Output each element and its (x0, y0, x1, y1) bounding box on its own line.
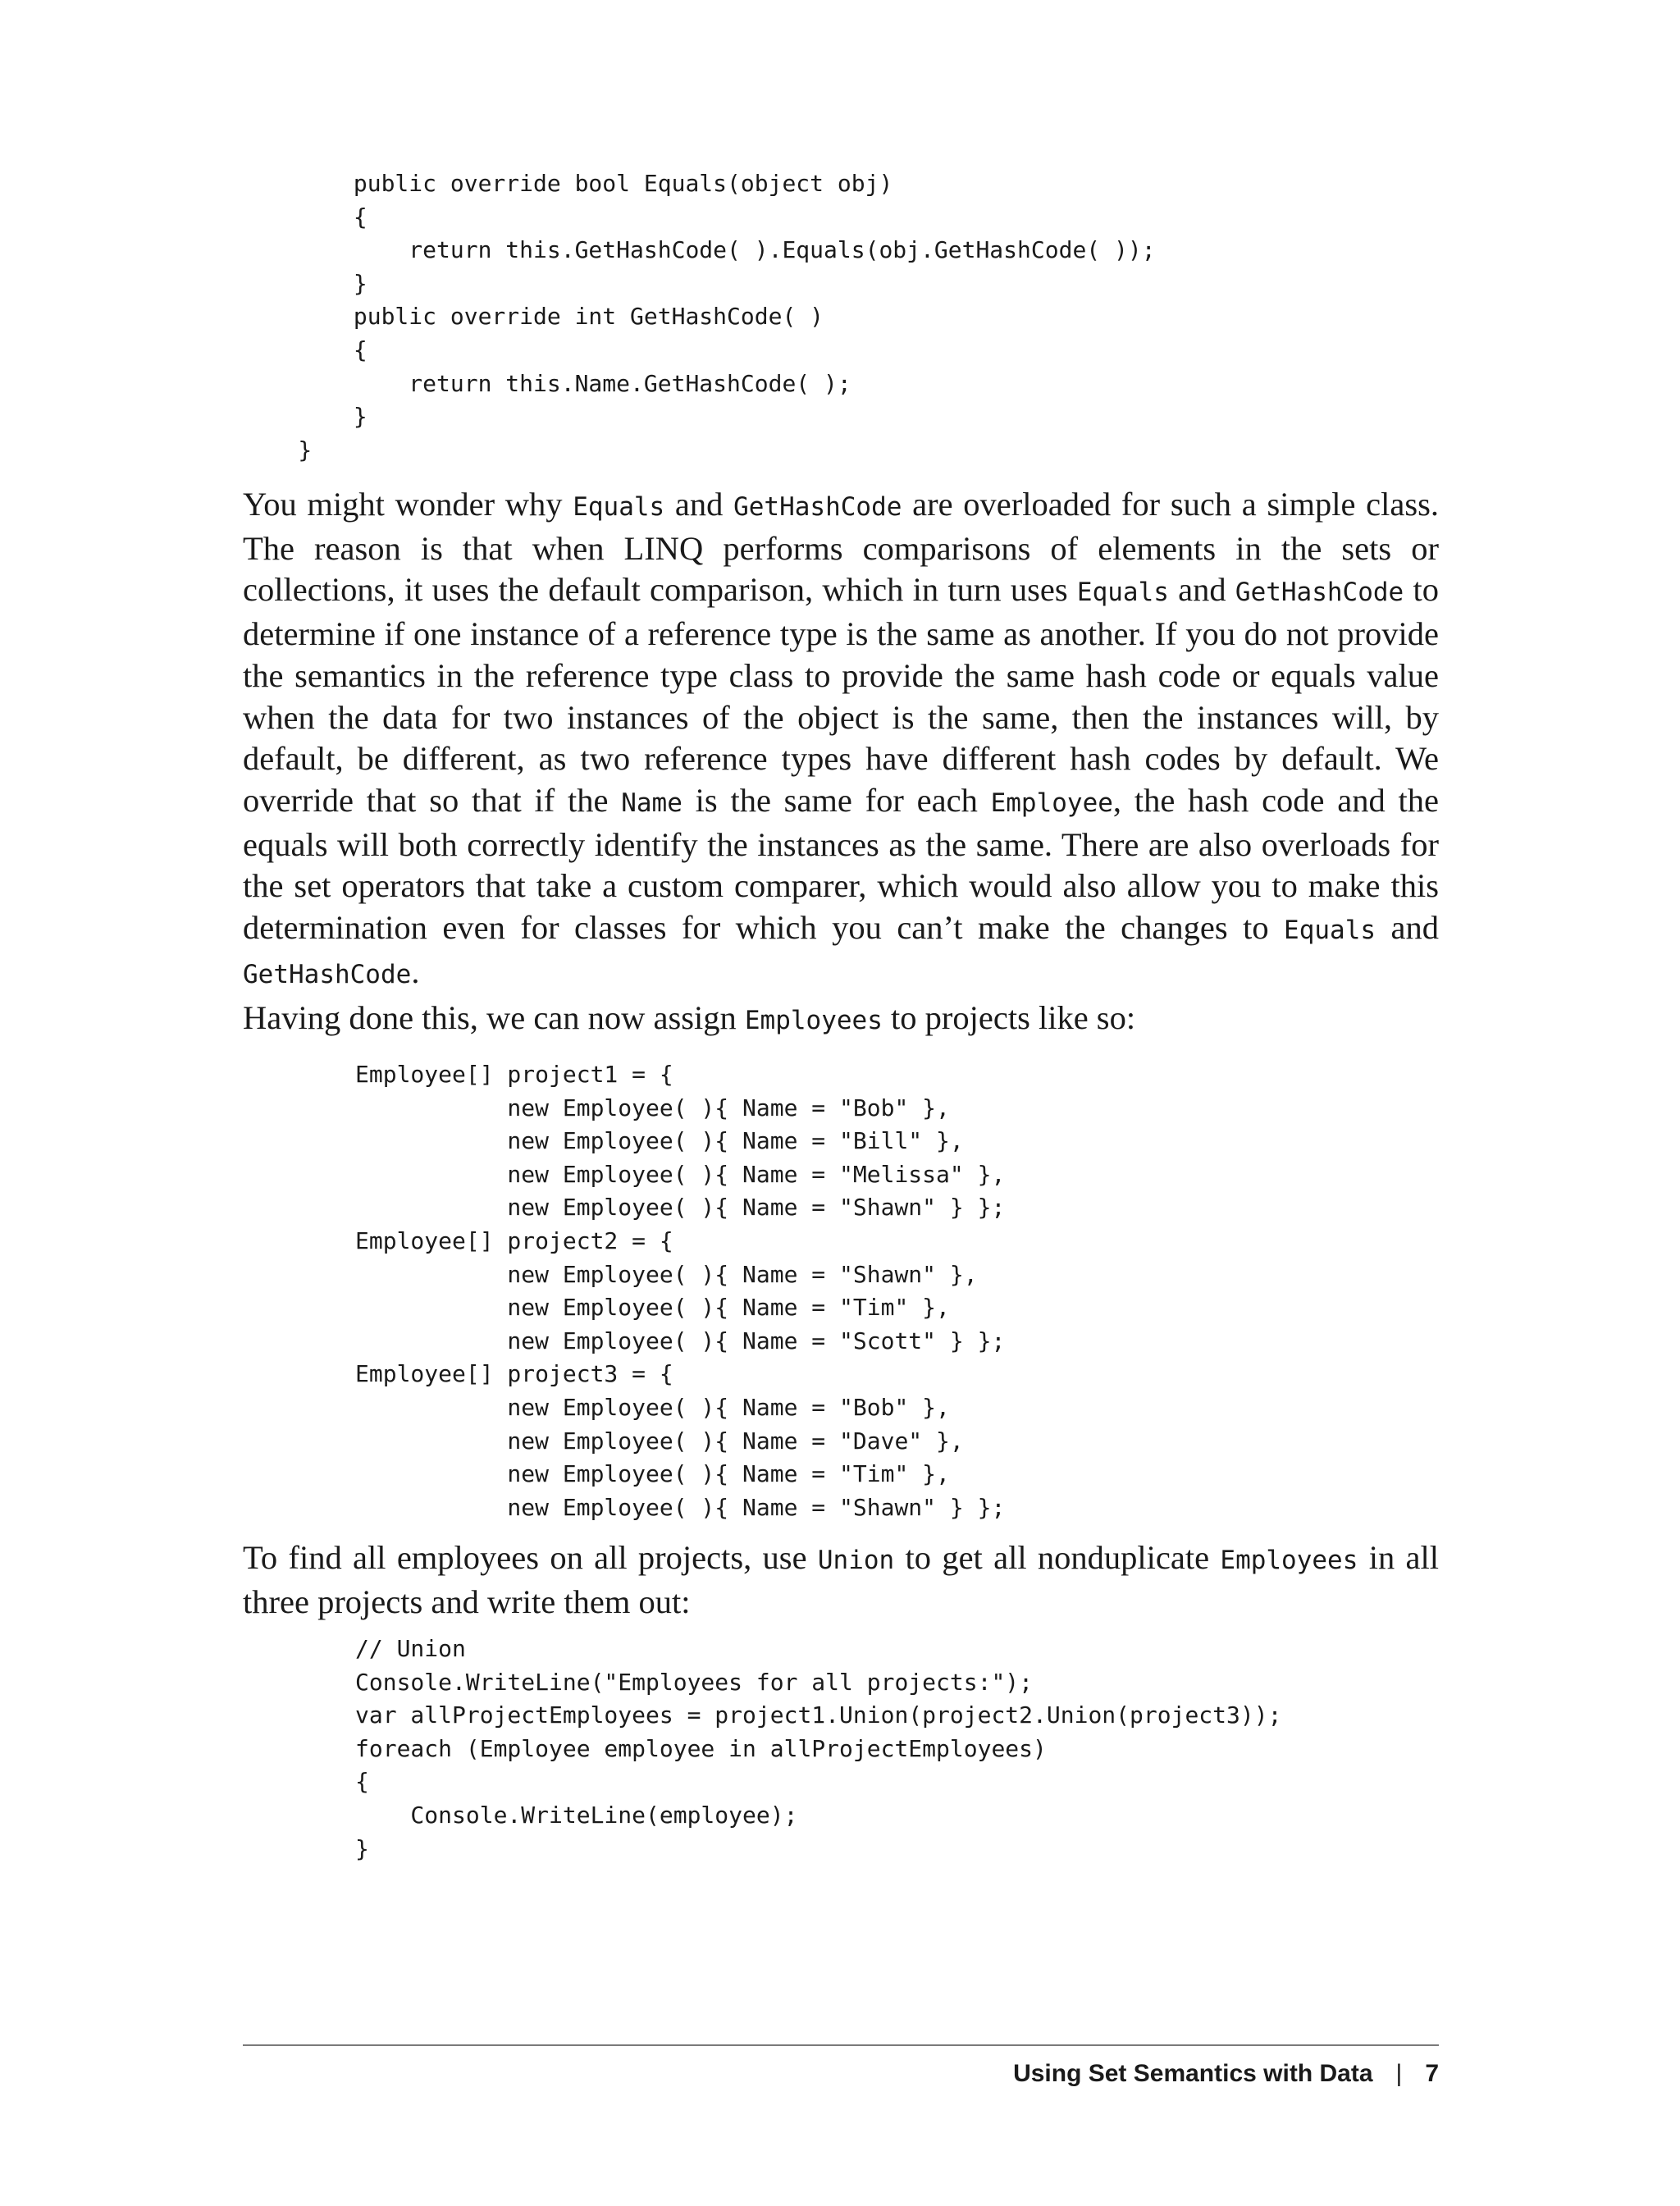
text-run: to projects like so: (882, 999, 1136, 1036)
text-run: to determine if one instance of a reference type is the same as another. If you do not provide the semantics in the reference type class to provide the same hash code or equals value when the data for two instances of the object is the same, then the instances will, by default, be different, as two reference types have different hash codes by default. We override that so that if the (243, 571, 1439, 819)
text-run: is the same for each (682, 781, 991, 819)
inline-code: Equals (573, 492, 665, 522)
inline-code: Name (621, 788, 682, 818)
paragraph-assign-employees (243, 998, 1439, 1042)
text-run: , the hash code and the equals will both correctly identify the instances as the same. There are also overloads for the set operators that take a custom comparer, which would also allow you to make this determination even for classes for which you can’t make the changes to (243, 781, 1440, 947)
inline-code: GetHashCode (243, 959, 412, 989)
inline-code: Employee (990, 788, 1113, 818)
text-run: to get all nonduplicate (894, 1539, 1221, 1576)
text-run: are overloaded for such a simple class. The reason is that when LINQ performs comparisons of elements in the sets or collections, it uses the default comparison, which in turn uses (243, 486, 1439, 609)
paragraph-overload-explanation (243, 484, 1439, 995)
text-run: You might wonder why (243, 486, 573, 523)
inline-code: GetHashCode (733, 492, 902, 522)
code-block-project-arrays: Employee[] project1 = { new Employee( ){ Name = "Bob" }, new Employee( ){ Name = "Bill" }, new Employee( ){ Name = "Melissa" }, new Employee( ){ Name = "Shawn" } }; Employee[] project2 = { new Employee( ){ Name = "Shawn" }, new Employee( ){ Name = "Tim" }, new Employee( ){ Name = "Scott" } }; Employee[] project3 = { new Employee( ){ Name = "Bob" }, new Employee( ){ Name = "Dave" }, new Employee( ){ Name = "Tim" }, new Employee( ){ Name = "Shawn" } }; (355, 1061, 1006, 1521)
inline-code: Equals (1076, 578, 1169, 608)
code-block-equals-gethashcode: public override bool Equals(object obj) { return this.GetHashCode( ).Equals(obj.GetHashCode( )); } public override int GetHashCode( ) { return this.Name.GetHashCode( ); } } (298, 170, 1156, 464)
inline-code: Employees (1220, 1546, 1358, 1575)
text-run: and (664, 486, 734, 523)
text-run: and (1376, 909, 1439, 947)
inline-code: GetHashCode (1235, 578, 1404, 608)
text-run: in all three projects and write them out: (243, 1539, 1439, 1620)
footer-separator: | (1395, 2060, 1403, 2087)
code-block-union: // Union Console.WriteLine("Employees for all projects:"); var allProjectEmployees = project1.Union(project2.Union(project3)); foreach (Employee employee in allProjectEmployees) { Console.WriteLine(employee); } (355, 1635, 1282, 1862)
inline-code: Equals (1284, 916, 1376, 946)
running-footer (1013, 2058, 1439, 2090)
paragraph-union-intro (243, 1537, 1439, 1623)
text-run: and (1168, 571, 1235, 609)
footer-section-title: Using Set Semantics with Data (1013, 2060, 1373, 2087)
text-run: To find all employees on all projects, use (243, 1539, 818, 1576)
text-run: . (411, 952, 420, 990)
page-number: 7 (1425, 2060, 1439, 2087)
text-run: Having done this, we can now assign (243, 999, 745, 1036)
footer-rule (243, 2044, 1439, 2046)
inline-code: Union (817, 1546, 895, 1575)
inline-code: Employees (744, 1006, 883, 1035)
